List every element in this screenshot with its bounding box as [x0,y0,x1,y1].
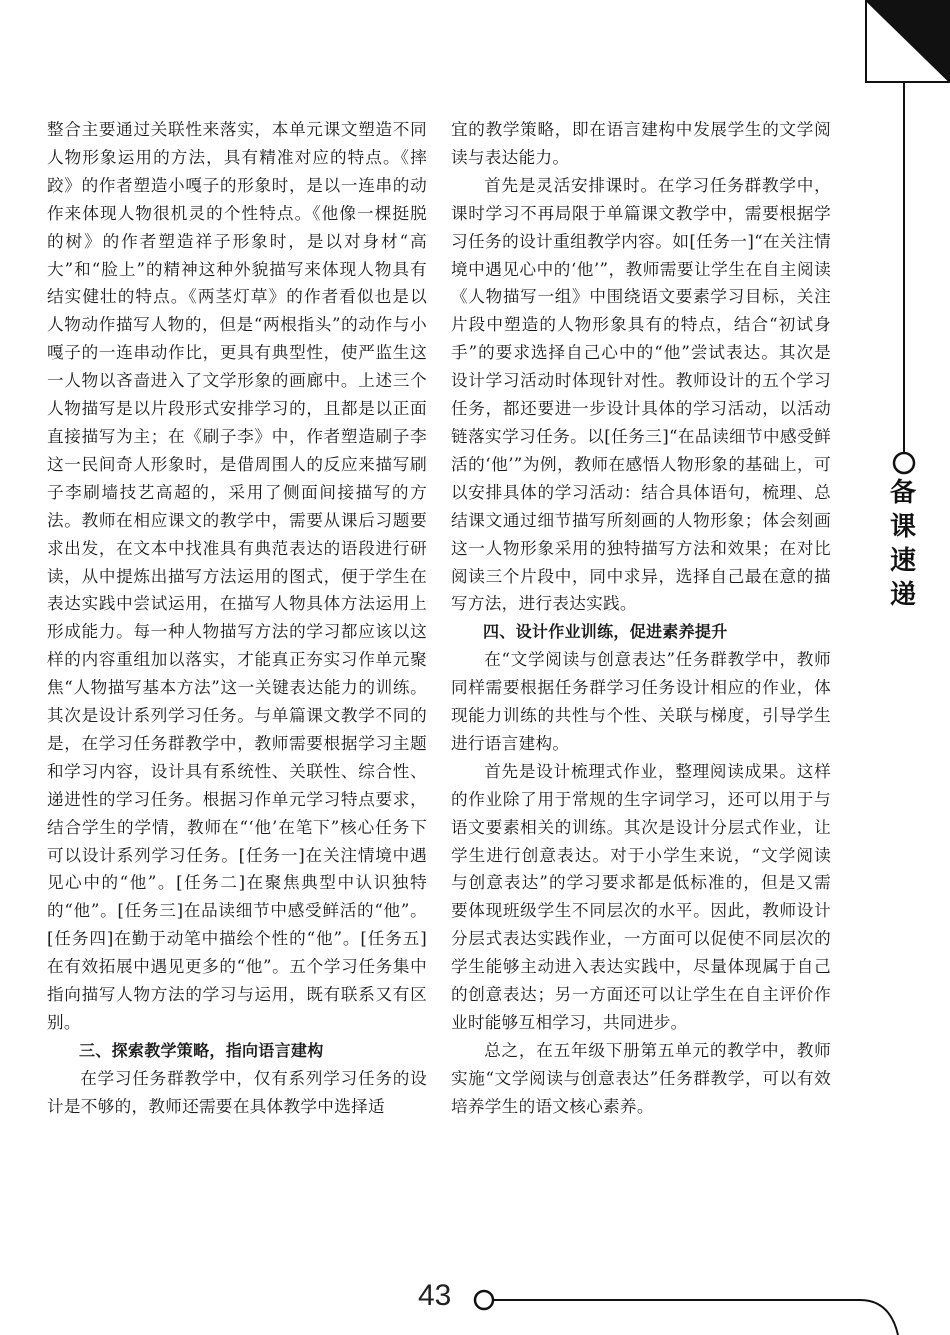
paragraph: 在“文学阅读与创意表达”任务群教学中，教师同样需要根据任务群学习任务设计相应的作业，体现能力训练的共性与个性、关联与梯度，引导学生进行语言建构。 [451,650,831,753]
section-heading-4: 四、设计作业训练，促进素养提升 [483,622,728,642]
section-label-char: 课 [889,512,916,542]
left-column [47,116,427,1121]
paragraph: 首先是灵活安排课时。在学习任务群教学中，课时学习不再局限于单篇课文教学中，需要根据学习任务的设计重组教学内容。如[任务一]“在关注情境中遇见心中的‘他’”，教师需要让学生在自主阅读《人物描写一组》中围绕语文要素学习目标，关注片段中塑造的人物形象具有的特点，结合“初试身手”的要求选择自己心中的“他”尝试表达。其次是设计学习活动时体现针对性。教师设计的五个学习任务，都还要进一步设计具体的学习活动，以活动链落实学习任务。以[任务三]“在品读细节中感受鲜活的‘他’”为例，教师在感悟人物形象的基础上，可以安排具体的学习活动：结合具体语句，梳理、总结课文通过细节描写所刻画的人物形象；体会刻画这一人物形象采用的独特描写方法和效果；在对比阅读三个片段中，同中求异，选择自己最在意的描写方法，进行表达实践。 [451,175,831,614]
paragraph: 整合主要通过关联性来落实，本单元课文塑造不同人物形象运用的方法，具有精准对应的特点。《摔跤》的作者塑造小嘎子的形象时，是以一连串的动作来体现人物很机灵的个性特点。《他像一棵挺脱的树》的作者塑造祥子形象时，是以对身材“高大”和“脸上”的精神这种外貌描写来体现人物具有结实健壮的特点。《两茎灯草》的作者看似也是以人物动作描写人物的，但是“两根指头”的动作与小嘎子的一连串动作比，更具有典型性，使严监生这一人物以吝啬进入了文学形象的画廊中。上述三个人物描写是以片段形式安排学习的，且都是以正面直接描写为主；在《刷子李》中，作者塑造刷子李这一民间奇人形象时，是借周围人的反应来描写刷子李刷墙技艺高超的，采用了侧面间接描写的方法。教师在相应课文的教学中，需要从课后习题要求出发，在文本中找准具有典范表达的语段进行研读，从中提炼出描写方法运用的图式，便于学生在表达实践中尝试运用，在描写人物具体方法运用上形成能力。每一种人物描写方法的学习都应该以这样的内容重组加以落实，才能真正夯实习作单元聚焦“人物描写基本方法”这一关键表达能力的训练。其次是设计系列学习任务。与单篇课文教学不同的是，在学习任务群教学中，教师需要根据学习主题和学习内容，设计具有系统性、关联性、综合性、递进性的学习任务。根据习作单元学习特点要求，结合学生的学情，教师在“‘他’在笔下”核心任务下可以设计系列学习任务。[任务一]在关注情境中遇见心中的“他”。[任务二]在聚焦典型中认识独特的“他”。[任务三]在品读细节中感受鲜活的“他”。[任务四]在勤于动笔中描绘个性的“他”。[任务五]在有效拓展中遇见更多的“他”。五个学习任务集中指向描写人物方法的学习与运用，既有联系又有区别。 [47,120,427,1032]
section-label [878,476,928,612]
section-label-char: 备 [889,478,916,508]
right-column [451,116,831,1121]
section-label-char: 速 [889,546,916,576]
section-heading-3: 三、探索教学策略，指向语言建构 [79,1040,324,1060]
paragraph: 在学习任务群教学中，仅有系列学习任务的设计是不够的，教师还需要在具体教学中选择适 [47,1068,427,1116]
footer-circle-icon [475,1291,493,1309]
paragraph: 宜的教学策略，即在语言建构中发展学生的文学阅读与表达能力。 [451,120,831,167]
page-number: 43 [418,1279,452,1312]
section-label-char: 递 [889,580,916,610]
footer-rule [493,1300,898,1335]
paragraph: 总之，在五年级下册第五单元的教学中，教师实施“文学阅读与创意表达”任务群教学，可以有效培养学生的语文核心素养。 [451,1040,831,1116]
rule-circle-icon [894,453,914,473]
corner-triangle-icon [866,0,950,82]
paragraph: 首先是设计梳理式作业，整理阅读成果。这样的作业除了用于常规的生字词学习，还可以用于与语文要素相关的训练。其次是设计分层式作业，让学生进行创意表达。对于小学生来说，“文学阅读与创意表达”的学习要求都是低标准的，但是又需要体现班级学生不同层次的水平。因此，教师设计分层式表达实践作业，一方面可以促使不同层次的学生能够主动进入表达实践中，尽量体现属于自己的创意表达；另一方面还可以让学生在自主评价作业时能够互相学习，共同进步。 [451,761,831,1032]
